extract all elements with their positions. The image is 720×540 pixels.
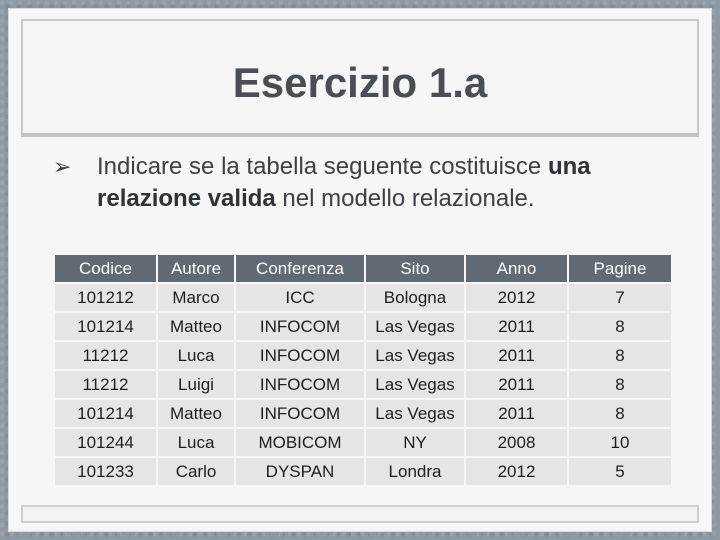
table-cell: INFOCOM — [235, 312, 365, 341]
table-cell: 7 — [568, 283, 672, 312]
table-cell: 101244 — [54, 428, 157, 457]
table-row — [54, 341, 672, 370]
table-cell: Carlo — [157, 457, 235, 486]
table-cell: 2011 — [465, 370, 568, 399]
table-cell: 2012 — [465, 457, 568, 486]
table-cell: Matteo — [157, 312, 235, 341]
table-row — [54, 312, 672, 341]
table-cell: 8 — [568, 312, 672, 341]
bullet-text-prefix: Indicare se la tabella seguente costituisce — [97, 153, 542, 180]
table-cell: Luca — [157, 341, 235, 370]
table-cell: Matteo — [157, 399, 235, 428]
table-cell: Bologna — [365, 283, 465, 312]
table-row — [54, 370, 672, 399]
column-header: Sito — [365, 254, 465, 283]
table-cell: Londra — [365, 457, 465, 486]
table-row — [54, 283, 672, 312]
table-header-row — [54, 254, 672, 283]
table-row — [54, 428, 672, 457]
table-cell: INFOCOM — [235, 399, 365, 428]
relation-table — [53, 253, 673, 487]
table-cell: 11212 — [54, 341, 157, 370]
table-cell: 5 — [568, 457, 672, 486]
column-header: Autore — [157, 254, 235, 283]
table-cell: DYSPAN — [235, 457, 365, 486]
table-cell: Luca — [157, 428, 235, 457]
table-cell: 2012 — [465, 283, 568, 312]
table-cell: 2011 — [465, 312, 568, 341]
table-cell: ICC — [235, 283, 365, 312]
table-cell: 101214 — [54, 399, 157, 428]
table-cell: Las Vegas — [365, 399, 465, 428]
bullet-text-bold: una relazione valida — [97, 153, 591, 212]
table-cell: 10 — [568, 428, 672, 457]
table-cell: 2011 — [465, 399, 568, 428]
column-header: Anno — [465, 254, 568, 283]
table-cell: 8 — [568, 399, 672, 428]
arrow-bullet-icon: ➢ — [53, 154, 72, 179]
title-panel — [21, 19, 699, 135]
table-cell: 8 — [568, 341, 672, 370]
footer-panel — [21, 505, 699, 523]
table-cell: INFOCOM — [235, 370, 365, 399]
slide-title: Esercizio 1.a — [232, 59, 488, 106]
table-cell: 11212 — [54, 370, 157, 399]
table-cell: 8 — [568, 370, 672, 399]
table-cell: 101233 — [54, 457, 157, 486]
table-cell: 101214 — [54, 312, 157, 341]
table-cell: INFOCOM — [235, 341, 365, 370]
slide — [8, 8, 712, 532]
table-row — [54, 399, 672, 428]
column-header: Conferenza — [235, 254, 365, 283]
table-cell: Las Vegas — [365, 312, 465, 341]
table-cell: Marco — [157, 283, 235, 312]
bullet-text — [97, 151, 697, 215]
table-cell: 101212 — [54, 283, 157, 312]
table-cell: 2011 — [465, 341, 568, 370]
column-header: Pagine — [568, 254, 672, 283]
title-divider — [21, 133, 699, 137]
table-row — [54, 457, 672, 486]
table-cell: 2008 — [465, 428, 568, 457]
table-cell: Las Vegas — [365, 370, 465, 399]
column-header: Codice — [54, 254, 157, 283]
table-cell: Las Vegas — [365, 341, 465, 370]
table-cell: Luigi — [157, 370, 235, 399]
table-cell: MOBICOM — [235, 428, 365, 457]
table-cell: NY — [365, 428, 465, 457]
bullet-text-suffix: nel modello relazionale. — [282, 185, 535, 212]
